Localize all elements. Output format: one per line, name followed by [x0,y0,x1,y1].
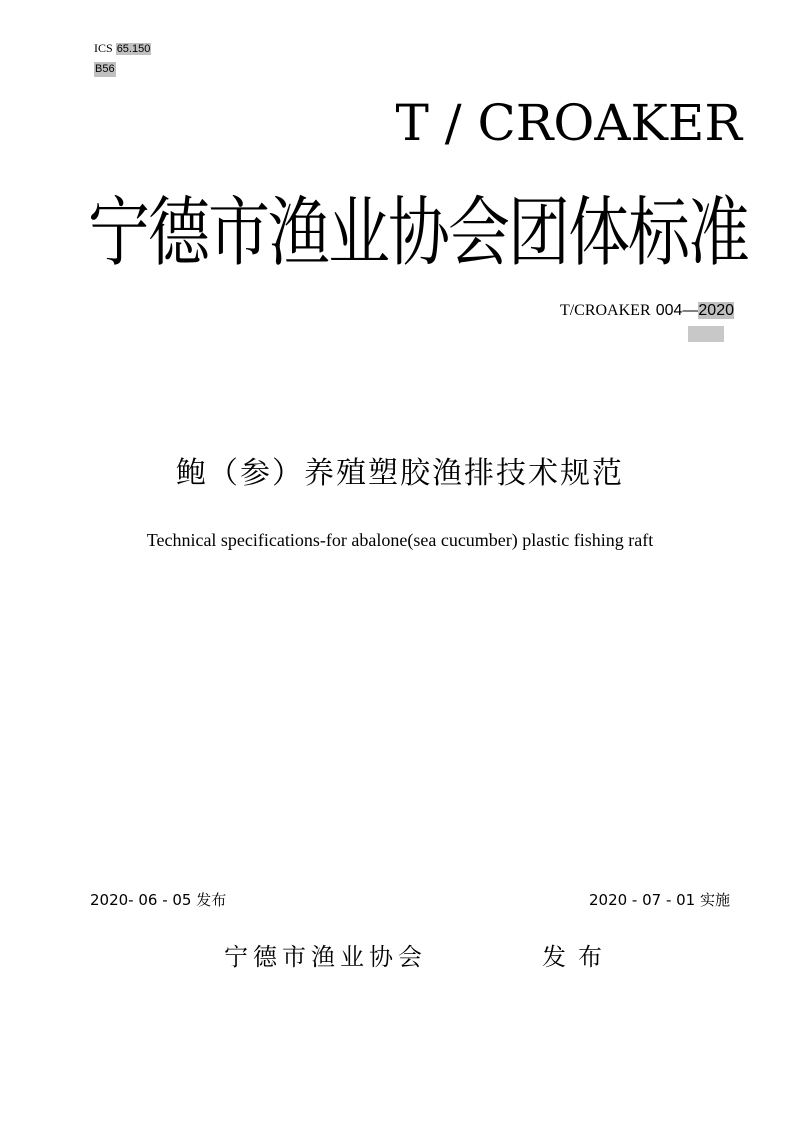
standard-number-year: 2020 [698,302,734,319]
issue-date: 2020- 06 - 05 发布 [90,891,227,909]
standard-number [560,299,734,322]
ics-classification [94,40,151,57]
highlight-box [688,326,724,342]
implementation-date: 2020 - 07 - 01 实施 [588,891,730,909]
standard-type-title: 宁德市渔业协会团体标准 [88,187,749,277]
publisher-name: 宁德市渔业协会 [224,943,427,971]
ics-label: ICS [94,41,113,55]
standard-series: T / CROAKER [395,94,742,152]
standard-number-prefix: T/CROAKER [559,302,651,319]
document-title-chinese: 鲍（参）养殖塑胶渔排技术规范 [176,456,624,491]
publish-label: 发布 [542,943,614,971]
ccs-code: B56 [95,63,115,75]
ics-code: 65.150 [116,43,151,55]
document-title-english: Technical specifications-for abalone(sea cucumber) plastic fishing raft [146,530,654,550]
standard-number-value: 004— [655,302,699,319]
